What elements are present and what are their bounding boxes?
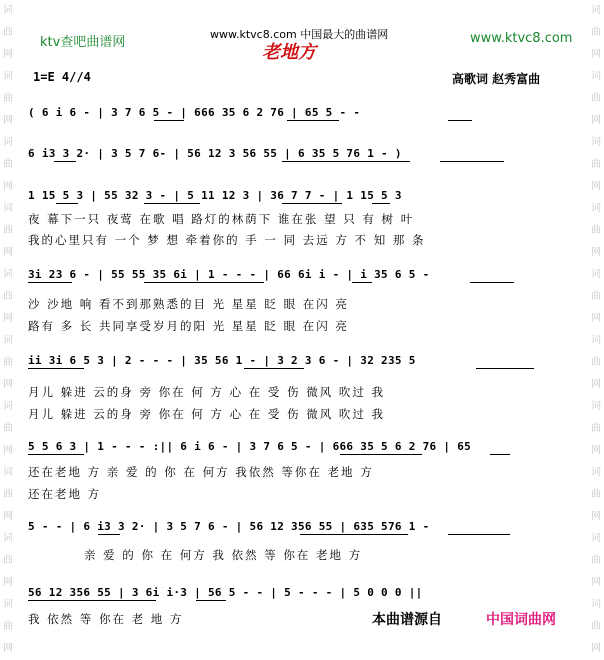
watermark-char: 曲 [591, 93, 601, 104]
watermark-char: 网 [591, 379, 601, 390]
watermark-char: 曲 [591, 291, 601, 302]
beam [154, 120, 184, 121]
left-watermark [2, 0, 14, 660]
watermark-char: 网 [3, 115, 13, 126]
footer-source-label: 本曲谱源自 [372, 612, 442, 628]
watermark-char: 网 [591, 643, 601, 654]
beam [144, 282, 264, 283]
watermark-char: 曲 [3, 621, 13, 632]
watermark-char: 曲 [3, 357, 13, 368]
lyric-line-5a: 月儿 躲进 云的身 旁 你在 何 方 心 在 受 伤 微风 吹过 我 [28, 385, 386, 399]
notation-line-2: 6 i3 3 2· | 3 5 7 6- | 56 12 3 56 55 | 6 35 5 76 1 - ) [28, 147, 402, 160]
watermark-char: 网 [3, 511, 13, 522]
watermark-char: 曲 [3, 159, 13, 170]
beam [287, 120, 339, 121]
watermark-char: 曲 [591, 489, 601, 500]
song-title: 老地方 [262, 42, 316, 63]
watermark-char: 曲 [591, 225, 601, 236]
watermark-char: 曲 [3, 555, 13, 566]
beam [282, 161, 410, 162]
beam [56, 203, 78, 204]
lyric-line-8: 我 依然 等 你在 老 地 方 [28, 612, 184, 626]
beam [28, 368, 84, 369]
watermark-char: 网 [591, 445, 601, 456]
lyric-line-4a: 沙 沙地 响 看不到那熟悉的目 光 星星 眨 眼 在闪 亮 [28, 297, 349, 311]
watermark-char: 词 [3, 71, 13, 82]
notation-line-4: 3i 23 6 - | 55 55 35 6i | 1 - - - | 66 6i i - | i 35 6 5 - [28, 268, 430, 281]
watermark-char: 曲 [3, 423, 13, 434]
beam [352, 282, 372, 283]
notation-line-3: 1 15 5 3 | 55 32 3 - | 5 11 12 3 | 36 7 7 - | 1 15 5 3 [28, 189, 402, 202]
watermark-char: 词 [591, 533, 601, 544]
watermark-char: 网 [3, 643, 13, 654]
watermark-text-right [590, 0, 602, 660]
watermark-char: 网 [591, 247, 601, 258]
beam [490, 454, 510, 455]
watermark-char: 曲 [591, 27, 601, 38]
song-credits: 高歌词 赵秀富曲 [452, 72, 541, 86]
watermark-char: 曲 [591, 357, 601, 368]
notation-line-6: 5 5 6 3 | 1 - - - :|| 6 i 6 - | 3 7 6 5 - | 666 35 5 6 2 76 | 65 [28, 440, 472, 453]
watermark-char: 网 [591, 313, 601, 324]
watermark-char: 词 [591, 335, 601, 346]
beam [244, 368, 304, 369]
lyric-line-3a: 夜 幕下一只 夜莺 在歌 唱 路灯的林荫下 谁在张 望 只 有 树 叶 [28, 212, 415, 226]
watermark-text-left [2, 0, 14, 660]
beam [28, 282, 72, 283]
beam [372, 203, 390, 204]
beam [440, 161, 504, 162]
lyric-line-6a: 还在老地 方 亲 爱 的 你 在 何方 我依然 等你在 老地 方 [28, 465, 374, 479]
watermark-char: 词 [591, 467, 601, 478]
watermark-char: 词 [3, 5, 13, 16]
watermark-char: 词 [591, 5, 601, 16]
watermark-char: 网 [591, 49, 601, 60]
watermark-char: 网 [3, 49, 13, 60]
site-name-left[interactable]: ktv查吧曲谱网 [40, 35, 126, 50]
watermark-char: 词 [3, 467, 13, 478]
beam [196, 600, 226, 601]
beam [28, 454, 84, 455]
watermark-char: 词 [3, 269, 13, 280]
beam [448, 534, 510, 535]
notation-line-1: ( 6 i 6 - | 3 7 6 5 - | 666 35 6 2 76 | 65 5 - - [28, 106, 361, 119]
watermark-char: 网 [3, 379, 13, 390]
notation-line-7: 5 - - | 6 i3 3 2· | 3 5 7 6 - | 56 12 356 55 | 635 576 1 - [28, 520, 430, 533]
watermark-char: 曲 [3, 27, 13, 38]
beam [470, 282, 514, 283]
watermark-char: 词 [591, 203, 601, 214]
watermark-char: 词 [3, 599, 13, 610]
watermark-char: 词 [591, 71, 601, 82]
watermark-char: 曲 [591, 159, 601, 170]
beam [448, 120, 472, 121]
watermark-char: 网 [591, 577, 601, 588]
notation-line-8: 56 12 356 55 | 3 6i i·3 | 56 5 - - | 5 - - - | 5 0 0 0 || [28, 586, 423, 599]
watermark-char: 词 [3, 533, 13, 544]
footer-source-site[interactable]: 中国词曲网 [486, 612, 556, 628]
watermark-char: 词 [3, 203, 13, 214]
watermark-char: 词 [591, 269, 601, 280]
watermark-char: 网 [3, 577, 13, 588]
watermark-char: 网 [3, 247, 13, 258]
site-url-right[interactable]: www.ktvc8.com [470, 31, 573, 46]
beam [300, 534, 408, 535]
watermark-char: 网 [3, 313, 13, 324]
watermark-char: 词 [3, 401, 13, 412]
watermark-char: 曲 [591, 423, 601, 434]
beam [476, 368, 534, 369]
watermark-char: 词 [591, 599, 601, 610]
beam [54, 161, 76, 162]
lyric-line-5b: 月儿 躲进 云的身 旁 你在 何 方 心 在 受 伤 微风 吹过 我 [28, 407, 386, 421]
key-signature: 1=E 4//4 [33, 70, 91, 84]
watermark-char: 网 [591, 181, 601, 192]
lyric-line-6b: 还在老地 方 [28, 487, 102, 501]
right-watermark [590, 0, 602, 660]
watermark-char: 网 [591, 115, 601, 126]
watermark-char: 曲 [3, 291, 13, 302]
notation-line-5: ii 3i 6 5 3 | 2 - - - | 35 56 1 - | 3 2 3 6 - | 32 235 5 [28, 354, 416, 367]
lyric-line-4b: 路有 多 长 共同享受岁月的阳 光 星星 眨 眼 在闪 亮 [28, 319, 349, 333]
watermark-char: 曲 [3, 489, 13, 500]
watermark-char: 曲 [591, 555, 601, 566]
beam [98, 534, 120, 535]
lyric-line-3b: 我的心里只有 一个 梦 想 牵着你的 手 一 同 去远 方 不 知 那 条 [28, 233, 426, 247]
watermark-char: 词 [591, 137, 601, 148]
lyric-line-7: 亲 爱 的 你 在 何方 我 依然 等 你在 老地 方 [84, 548, 363, 562]
watermark-char: 网 [3, 445, 13, 456]
watermark-char: 词 [3, 137, 13, 148]
watermark-char: 词 [3, 335, 13, 346]
watermark-char: 词 [591, 401, 601, 412]
watermark-char: 曲 [3, 225, 13, 236]
site-url-banner[interactable]: www.ktvc8.com 中国最大的曲谱网 [210, 28, 389, 41]
watermark-char: 曲 [3, 93, 13, 104]
beam [28, 600, 156, 601]
watermark-char: 网 [591, 511, 601, 522]
beam [340, 454, 422, 455]
watermark-char: 网 [3, 181, 13, 192]
watermark-char: 曲 [591, 621, 601, 632]
beam [144, 203, 200, 204]
beam [282, 203, 342, 204]
